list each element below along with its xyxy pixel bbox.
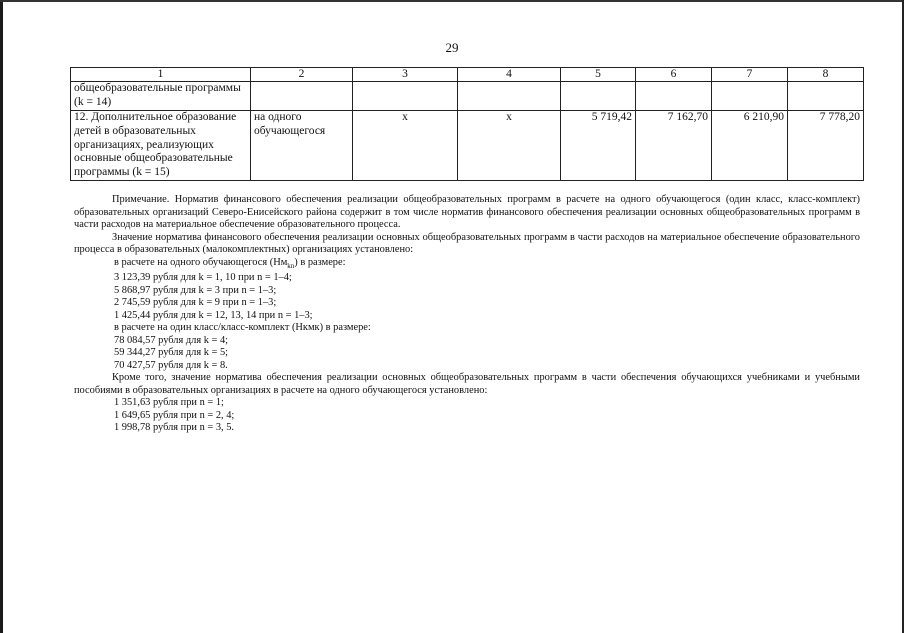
table-cell: на одного обучающегося: [251, 111, 353, 181]
header-cell: 1: [71, 68, 251, 82]
page-number: 29: [445, 40, 459, 55]
table-cell: [458, 82, 561, 111]
list-item: 1 998,78 рубля при n = 3, 5.: [114, 422, 235, 434]
scan-edge-top: [0, 0, 904, 2]
table-row: [71, 82, 864, 111]
table-cell: общеобразовательные программы (k = 14): [71, 82, 251, 111]
note-paragraph: Примечание. Норматив финансового обеспечения реализации общеобразовательных программ в расчете на одного обучающегося (один класс, класс-комплект) образовательных организаций Северо-Енисейского района содержит в том числе норматив финансового обеспечения реализации основных общеобразовательных программ в части расходов на материальное обеспечение образовательного процесса.: [74, 194, 860, 230]
table-cell: [353, 82, 458, 111]
table-cell: [788, 82, 864, 111]
header-cell: 8: [788, 68, 864, 82]
table-cell: [561, 82, 636, 111]
header-cell: 5: [561, 68, 636, 82]
list-item: 1 649,65 рубля при n = 2, 4;: [114, 409, 235, 421]
list-item: 1 425,44 рубля для k = 12, 13, 14 при n = 1–3;: [114, 309, 313, 321]
header-cell: 7: [712, 68, 788, 82]
per-student-intro-text: в расчете на одного обучающегося (Нм: [114, 256, 288, 268]
scan-edge-left: [0, 0, 3, 633]
per-class-intro: в расчете на один класс/класс-комплект (Нкмк) в размере:: [114, 322, 371, 334]
header-cell: 6: [636, 68, 712, 82]
table-cell: 7 778,20: [788, 111, 864, 181]
financing-table: [70, 67, 864, 181]
list-item: 78 084,57 рубля для k = 4;: [114, 334, 229, 346]
per-student-intro: [74, 257, 860, 273]
note-paragraph: Кроме того, значение норматива обеспечения реализации основных общеобразовательных программ в части обеспечения обучающихся учебниками и учебными пособиями в образовательных организациях в расчете на одного обучающегося установлено:: [74, 372, 860, 396]
table-header-row: [71, 68, 864, 82]
list-item: 3 123,39 рубля для k = 1, 10 при n = 1–4;: [114, 272, 292, 284]
list-item: 59 344,27 рубля для k = 5;: [114, 347, 229, 359]
header-cell: 2: [251, 68, 353, 82]
list-item: 2 745,59 рубля для k = 9 при n = 1–3;: [114, 297, 277, 309]
table-cell: х: [353, 111, 458, 181]
table-cell: [636, 82, 712, 111]
list-item: 70 427,57 рубля для k = 8.: [114, 359, 228, 371]
list-item: 1 351,63 рубля при n = 1;: [114, 397, 224, 409]
table-row: [71, 111, 864, 181]
table-cell: [712, 82, 788, 111]
table-cell: 5 719,42: [561, 111, 636, 181]
header-cell: 3: [353, 68, 458, 82]
table-cell: 12. Дополнительное образование детей в образовательных организациях, реализующих основные общеобразовательные программы (k = 15): [71, 111, 251, 181]
header-cell: 4: [458, 68, 561, 82]
note-paragraph: Значение норматива финансового обеспечения реализации основных общеобразовательных программ в части расходов на материальное обеспечение образовательного процесса в образовательных (малокомплектных) организациях установлено:: [74, 231, 860, 255]
list-item: 5 868,97 рубля для k = 3 при n = 1–3;: [114, 284, 277, 296]
table-cell: 7 162,70: [636, 111, 712, 181]
note-block: [74, 194, 860, 435]
table-cell: 6 210,90: [712, 111, 788, 181]
table-cell: [251, 82, 353, 111]
per-student-intro-suffix: ) в размере:: [294, 256, 346, 268]
per-student-subscript: kn: [287, 261, 295, 270]
table-cell: х: [458, 111, 561, 181]
